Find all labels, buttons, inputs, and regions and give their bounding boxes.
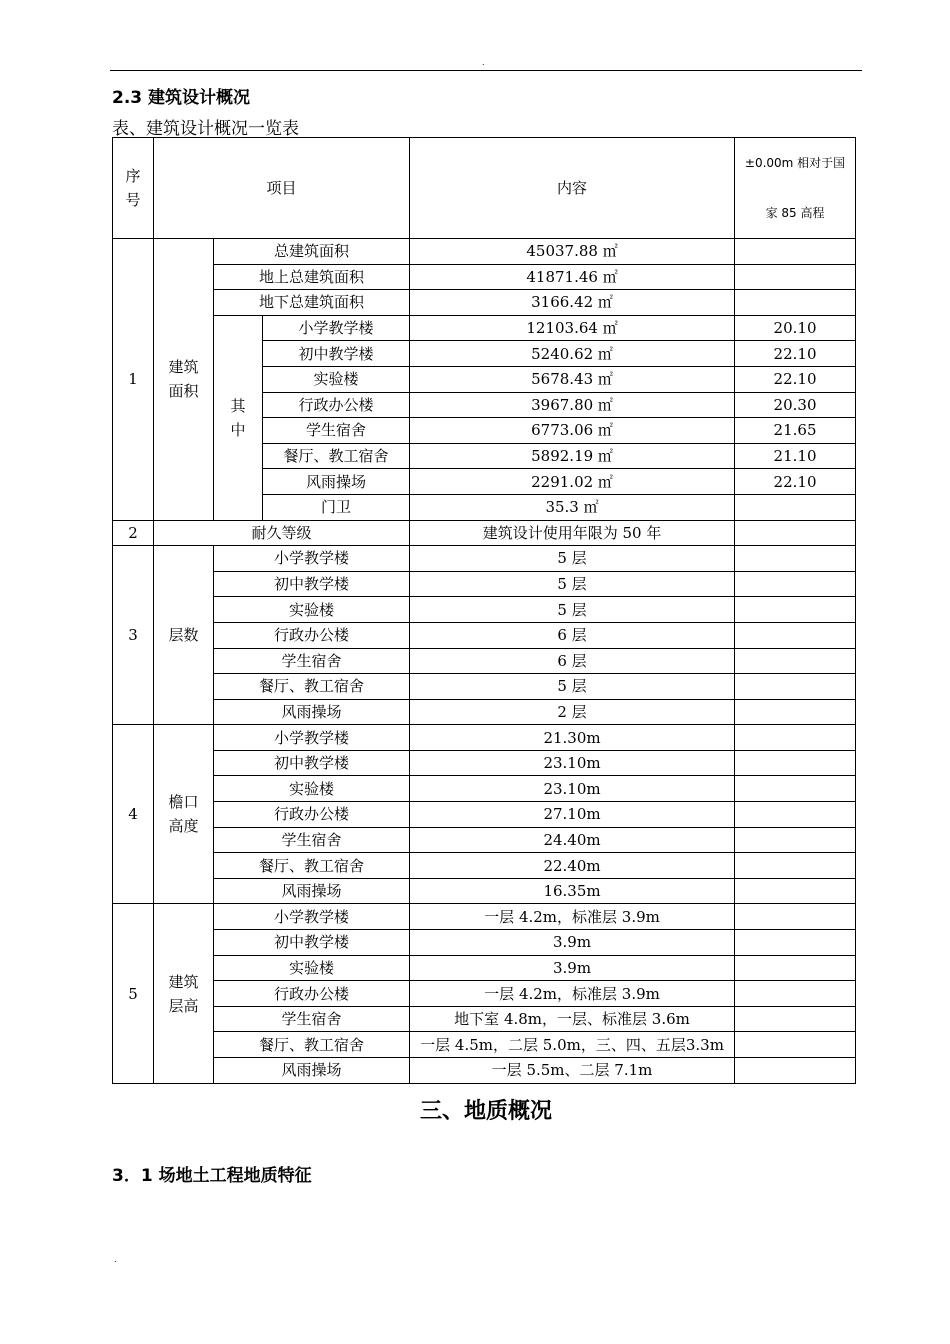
table-row bbox=[113, 1032, 856, 1058]
group-label bbox=[154, 725, 214, 904]
item-value: 5 层 bbox=[410, 546, 735, 572]
item-elevation bbox=[735, 674, 856, 700]
item-label: 风雨操场 bbox=[263, 469, 410, 495]
item-label: 实验楼 bbox=[214, 955, 410, 981]
item-elevation bbox=[735, 930, 856, 956]
item-value: 35.3 ㎡ bbox=[410, 494, 735, 520]
item-elevation bbox=[735, 1058, 856, 1084]
item-elevation bbox=[735, 725, 856, 751]
item-elevation: 22.10 bbox=[735, 366, 856, 392]
item-elevation bbox=[735, 494, 856, 520]
group-label bbox=[154, 239, 214, 521]
table-row bbox=[113, 239, 856, 265]
item-value: 6 层 bbox=[410, 622, 735, 648]
item-label: 行政办公楼 bbox=[214, 622, 410, 648]
chapter-title: 三、地质概况 bbox=[419, 1099, 552, 1124]
item-label: 风雨操场 bbox=[214, 878, 410, 904]
item-label: 地下总建筑面积 bbox=[214, 290, 410, 316]
item-value: 一层 5.5m、二层 7.1m bbox=[410, 1058, 735, 1084]
item-value: 2 层 bbox=[410, 699, 735, 725]
item-value: 5 层 bbox=[410, 597, 735, 623]
header-mark: . bbox=[482, 58, 485, 67]
item-value: 41871.46 ㎡ bbox=[410, 264, 735, 290]
item-value: 45037.88 ㎡ bbox=[410, 239, 735, 265]
item-value: 3.9m bbox=[410, 930, 735, 956]
item-elevation bbox=[735, 776, 856, 802]
item-value: 5892.19 ㎡ bbox=[410, 443, 735, 469]
item-label: 学生宿舍 bbox=[214, 827, 410, 853]
table-row bbox=[113, 955, 856, 981]
table-row bbox=[113, 546, 856, 572]
table-row bbox=[113, 622, 856, 648]
table-row bbox=[113, 827, 856, 853]
header-elevation-line2: 家 85 高程 bbox=[765, 206, 825, 220]
item-label: 餐厅、教工宿舍 bbox=[214, 674, 410, 700]
item-elevation bbox=[735, 264, 856, 290]
table-row bbox=[113, 878, 856, 904]
item-elevation bbox=[735, 853, 856, 879]
item-elevation bbox=[735, 520, 856, 546]
item-elevation: 22.10 bbox=[735, 469, 856, 495]
header-elevation-line1: ±0.00m 相对于国 bbox=[744, 156, 846, 170]
item-elevation bbox=[735, 699, 856, 725]
item-elevation: 20.10 bbox=[735, 315, 856, 341]
table-row bbox=[113, 930, 856, 956]
item-elevation: 22.10 bbox=[735, 341, 856, 367]
table-row bbox=[113, 725, 856, 751]
item-label: 行政办公楼 bbox=[263, 392, 410, 418]
item-value: 一层 4.2m，标准层 3.9m bbox=[410, 904, 735, 930]
item-elevation bbox=[735, 571, 856, 597]
table-row bbox=[113, 648, 856, 674]
item-value: 12103.64 ㎡ bbox=[410, 315, 735, 341]
footer-mark: . bbox=[114, 1255, 117, 1264]
item-label: 耐久等级 bbox=[154, 520, 410, 546]
item-label: 初中教学楼 bbox=[214, 930, 410, 956]
item-elevation bbox=[735, 878, 856, 904]
table-row bbox=[113, 1006, 856, 1032]
table-row bbox=[113, 1058, 856, 1084]
item-label: 学生宿舍 bbox=[214, 648, 410, 674]
table-row bbox=[113, 520, 856, 546]
table-row bbox=[113, 571, 856, 597]
subsection-title: 3．1 场地土工程地质特征 bbox=[112, 1166, 312, 1186]
table-row bbox=[113, 750, 856, 776]
row-seq: 1 bbox=[113, 239, 154, 521]
item-value: 2291.02 ㎡ bbox=[410, 469, 735, 495]
item-label: 总建筑面积 bbox=[214, 239, 410, 265]
group-label-text: 建筑面积 bbox=[168, 358, 199, 401]
section-title: 2.3 建筑设计概况 bbox=[112, 88, 251, 108]
row-seq: 4 bbox=[113, 725, 154, 904]
item-value: 地下室 4.8m，一层、标准层 3.6m bbox=[410, 1006, 735, 1032]
item-label: 风雨操场 bbox=[214, 1058, 410, 1084]
item-value: 5678.43 ㎡ bbox=[410, 366, 735, 392]
building-design-table bbox=[112, 137, 856, 1084]
item-value: 16.35m bbox=[410, 878, 735, 904]
item-label: 实验楼 bbox=[263, 366, 410, 392]
item-value: 5 层 bbox=[410, 674, 735, 700]
group-label-text: 层数 bbox=[168, 626, 199, 645]
table-row bbox=[113, 290, 856, 316]
table-row bbox=[113, 315, 856, 341]
table-row bbox=[113, 981, 856, 1007]
item-value: 5240.62 ㎡ bbox=[410, 341, 735, 367]
item-value: 3166.42 ㎡ bbox=[410, 290, 735, 316]
item-label: 小学教学楼 bbox=[214, 725, 410, 751]
header-item: 项目 bbox=[154, 138, 410, 239]
item-value: 3.9m bbox=[410, 955, 735, 981]
item-label: 实验楼 bbox=[214, 776, 410, 802]
item-label: 实验楼 bbox=[214, 597, 410, 623]
item-value: 5 层 bbox=[410, 571, 735, 597]
table-row bbox=[113, 674, 856, 700]
header-elevation bbox=[735, 138, 856, 239]
item-elevation bbox=[735, 904, 856, 930]
table-caption: 表、建筑设计概况一览表 bbox=[112, 119, 299, 139]
item-label: 门卫 bbox=[263, 494, 410, 520]
item-label: 初中教学楼 bbox=[214, 571, 410, 597]
item-label: 小学教学楼 bbox=[214, 546, 410, 572]
item-label: 风雨操场 bbox=[214, 699, 410, 725]
row-seq: 3 bbox=[113, 546, 154, 725]
item-value: 24.40m bbox=[410, 827, 735, 853]
group-label bbox=[154, 546, 214, 725]
header-seq: 序号 bbox=[113, 138, 154, 239]
item-elevation bbox=[735, 648, 856, 674]
table-header-row bbox=[113, 138, 856, 239]
item-elevation bbox=[735, 622, 856, 648]
item-elevation bbox=[735, 1006, 856, 1032]
item-elevation: 21.65 bbox=[735, 418, 856, 444]
group-label-text: 檐口高度 bbox=[168, 793, 199, 836]
among-label-text: 其中 bbox=[230, 396, 246, 439]
item-elevation bbox=[735, 546, 856, 572]
item-value: 21.30m bbox=[410, 725, 735, 751]
item-elevation: 20.30 bbox=[735, 392, 856, 418]
item-elevation bbox=[735, 955, 856, 981]
item-label: 初中教学楼 bbox=[214, 750, 410, 776]
item-label: 餐厅、教工宿舍 bbox=[214, 1032, 410, 1058]
header-content: 内容 bbox=[410, 138, 735, 239]
item-elevation bbox=[735, 802, 856, 828]
item-value: 一层 4.2m，标准层 3.9m bbox=[410, 981, 735, 1007]
item-value: 建筑设计使用年限为 50 年 bbox=[410, 520, 735, 546]
item-label: 行政办公楼 bbox=[214, 802, 410, 828]
item-label: 小学教学楼 bbox=[263, 315, 410, 341]
item-label: 餐厅、教工宿舍 bbox=[214, 853, 410, 879]
item-elevation bbox=[735, 239, 856, 265]
item-label: 学生宿舍 bbox=[214, 1006, 410, 1032]
item-label: 初中教学楼 bbox=[263, 341, 410, 367]
row-seq: 2 bbox=[113, 520, 154, 546]
group-label-text: 建筑层高 bbox=[168, 972, 199, 1015]
item-elevation bbox=[735, 597, 856, 623]
row-seq: 5 bbox=[113, 904, 154, 1083]
item-value: 22.40m bbox=[410, 853, 735, 879]
item-elevation bbox=[735, 827, 856, 853]
item-label: 小学教学楼 bbox=[214, 904, 410, 930]
header-rule bbox=[110, 70, 862, 71]
table-row bbox=[113, 699, 856, 725]
item-elevation: 21.10 bbox=[735, 443, 856, 469]
item-value: 27.10m bbox=[410, 802, 735, 828]
item-value: 23.10m bbox=[410, 776, 735, 802]
item-label: 学生宿舍 bbox=[263, 418, 410, 444]
among-label bbox=[214, 315, 263, 520]
item-elevation bbox=[735, 290, 856, 316]
item-value: 一层 4.5m，二层 5.0m，三、四、五层3.3m bbox=[410, 1032, 735, 1058]
item-value: 3967.80 ㎡ bbox=[410, 392, 735, 418]
item-elevation bbox=[735, 750, 856, 776]
table-row bbox=[113, 264, 856, 290]
table-row bbox=[113, 853, 856, 879]
item-elevation bbox=[735, 981, 856, 1007]
item-value: 23.10m bbox=[410, 750, 735, 776]
item-label: 餐厅、教工宿舍 bbox=[263, 443, 410, 469]
item-label: 行政办公楼 bbox=[214, 981, 410, 1007]
table-row bbox=[113, 904, 856, 930]
table-row bbox=[113, 597, 856, 623]
table-row bbox=[113, 776, 856, 802]
item-label: 地上总建筑面积 bbox=[214, 264, 410, 290]
table-row bbox=[113, 802, 856, 828]
group-label bbox=[154, 904, 214, 1083]
item-value: 6 层 bbox=[410, 648, 735, 674]
item-elevation bbox=[735, 1032, 856, 1058]
item-value: 6773.06 ㎡ bbox=[410, 418, 735, 444]
